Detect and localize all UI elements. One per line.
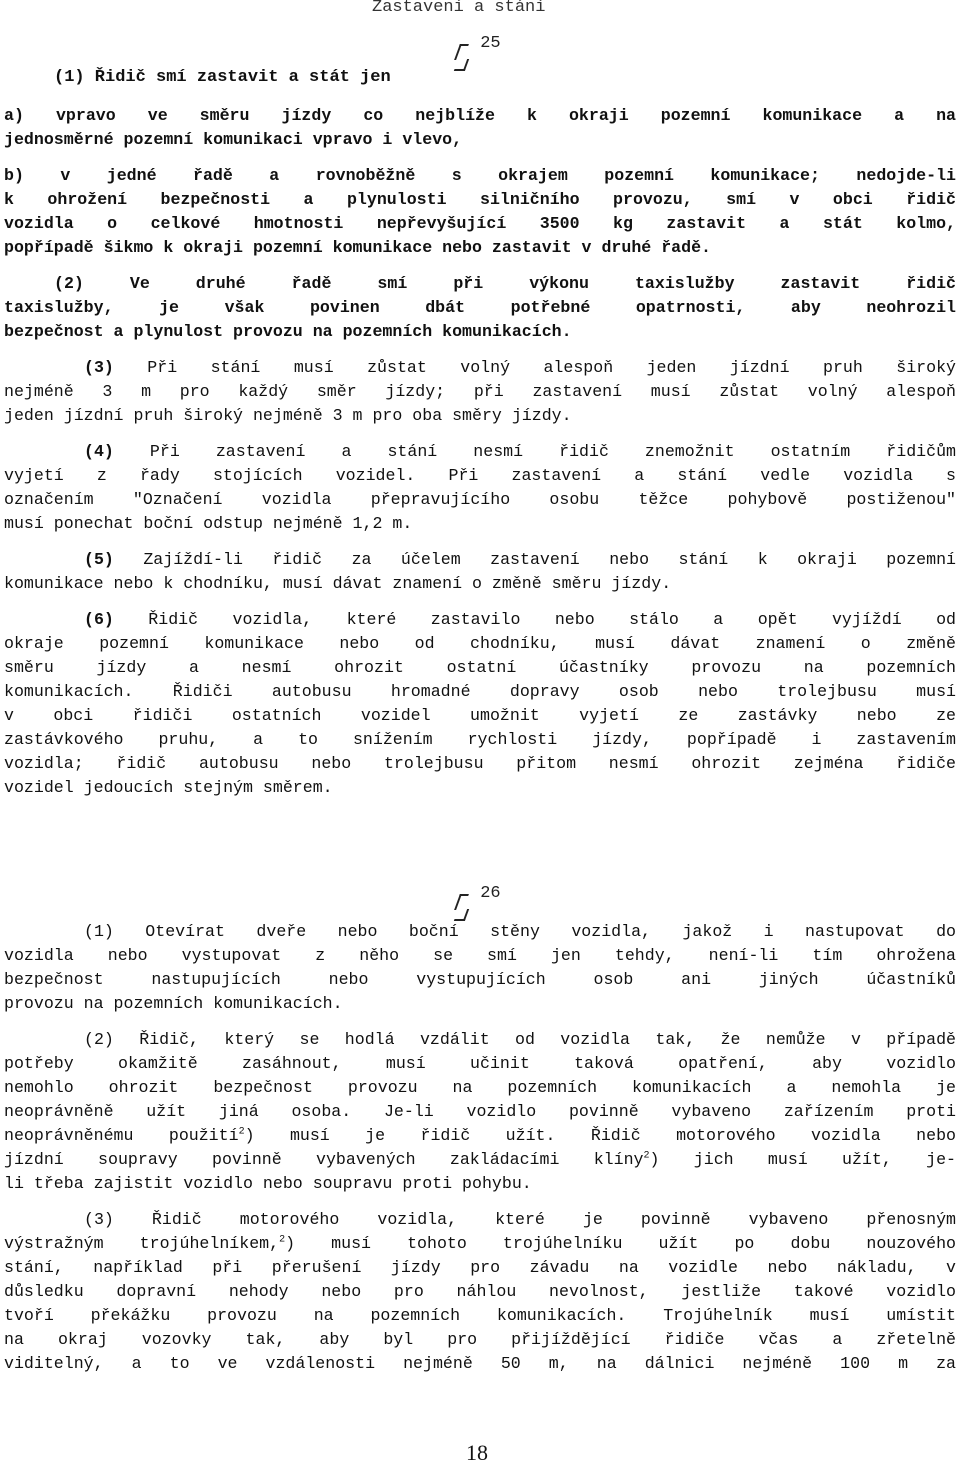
text-line: bezpečnost nastupujících nebo vystupujících osob ani jiných účastníků	[4, 970, 956, 989]
text-segment: ) musí tohoto trojúhelníku užít po dobu nouzového	[285, 1234, 957, 1253]
section-25-intro: (1) Řidič smí zastavit a stát jen	[54, 68, 391, 87]
text-line: (3) Řidič motorového vozidla, které je povinně vybaveno přenosným	[84, 1210, 956, 1229]
text-line: li třeba zajistit vozidlo nebo soupravu proti pohybu.	[4, 1174, 532, 1193]
footnote-ref: 2	[643, 1150, 650, 1162]
text-line: (1) Otevírat dveře nebo boční stěny vozidla, jakož i nastupovat do	[84, 922, 956, 941]
text-line	[4, 1232, 956, 1256]
text-segment: Zajíždí-li řidič za účelem zastavení nebo stání k okraji pozemní	[113, 550, 956, 569]
paragraph-25-5	[4, 548, 956, 596]
text-line: taxislužby, je však povinen dbát potřebné opatrnosti, aby neohrozil	[4, 298, 956, 317]
text-line: musí ponechat boční odstup nejméně 1,2 m.	[4, 514, 413, 533]
text-line: provozu na pozemních komunikacích.	[4, 994, 343, 1013]
text-line: komunikace nebo k chodníku, musí dávat znamení o změně směru jízdy.	[4, 574, 672, 593]
text-line: jednosměrné pozemní komunikaci vpravo i vlevo,	[4, 130, 463, 149]
text-line: a) vpravo ve směru jízdy co nejblíže k okraji pozemní komunikace a na	[4, 106, 956, 125]
paragraph-26-2	[4, 1028, 956, 1196]
paragraph-25-4	[4, 440, 956, 536]
text-line: okraje pozemní komunikace nebo od chodníku, musí dávat znamení o změně	[4, 634, 956, 653]
text-line: jeden jízdní pruh široký nejméně 3 m pro oba směry jízdy.	[4, 406, 572, 425]
paragraph-26-3	[4, 1208, 956, 1376]
text-line	[4, 1124, 956, 1148]
text-line: b) v jedné řadě a rovnoběžně s okrajem pozemní komunikace; nedojde-li	[4, 166, 956, 185]
text-segment: ) jich musí užít, je-	[649, 1150, 957, 1169]
text-line: důsledku dopravní nehody nebo pro náhlou nevolnost, jestliže takové vozidlo	[4, 1282, 956, 1301]
paragraph-number: (4)	[84, 442, 114, 461]
text-line: stání, například při přerušení jízdy pro závadu na vozidle nebo nákladu, v	[4, 1258, 956, 1277]
text-line: vozidla o celkové hmotnosti nepřevyšující 3500 kg zastavit a stát kolmo,	[4, 214, 956, 233]
page-number: 18	[466, 1440, 488, 1465]
text-segment: Při zastavení a stání nesmí řidič znemožnit ostatním řidičům	[113, 442, 956, 461]
text-line	[4, 608, 956, 632]
text-segment: neoprávněnému použití	[4, 1126, 239, 1145]
text-line: (2) Ve druhé řadě smí při výkonu taxislužby zastavit řidič	[54, 274, 956, 293]
text-line: na okraj vozovky tak, aby byl pro přijíždějící řidiče včas a zřetelně	[4, 1330, 956, 1349]
paragraph-25-3	[4, 356, 956, 428]
text-line: vozidla; řidič autobusu nebo trolejbusu přitom nesmí ohrozit zejména řidiče	[4, 754, 956, 773]
text-line: směru jízdy a nesmí ohrozit ostatní účastníky provozu na pozemních	[4, 658, 956, 677]
item-a	[4, 104, 956, 152]
text-segment: Při stání musí zůstat volný alespoň jeden jízdní pruh široký	[113, 358, 956, 377]
section-26-heading	[456, 884, 501, 903]
section-number: 26	[480, 884, 501, 903]
page-header: Zastavení a stání	[372, 0, 546, 17]
paragraph-25-6	[4, 608, 956, 800]
section-25-heading	[456, 34, 501, 53]
text-line: v obci řidiči ostatních vozidel umožnit vyjetí ze zastávky nebo ze	[4, 706, 956, 725]
item-b	[4, 164, 956, 260]
text-line: viditelný, a to ve vzdálenosti nejméně 50 m, na dálnici nejméně 100 m za	[4, 1354, 956, 1373]
text-line: zastávkového pruhu, a to snížením rychlosti jízdy, popřípadě i zastavením	[4, 730, 956, 749]
paragraph-number: (5)	[84, 550, 114, 569]
text-line: nejméně 3 m pro každý směr jízdy; při zastavení musí zůstat volný alespoň	[4, 382, 956, 401]
footnote-ref: 2	[238, 1126, 245, 1138]
text-line: tvoří překážku provozu na pozemních komunikacích. Trojúhelník musí umístit	[4, 1306, 956, 1325]
paragraph-26-1	[4, 920, 956, 1016]
footnote-ref: 2	[279, 1234, 286, 1246]
text-line	[4, 1148, 956, 1172]
text-line: vozidel jedoucích stejným směrem.	[4, 778, 333, 797]
paragraph-number: (3)	[84, 358, 114, 377]
text-line: k ohrožení bezpečnosti a plynulosti silničního provozu, smí v obci řidič	[4, 190, 956, 209]
text-segment: jízdní soupravy povinně vybavených zakládacími klíny	[4, 1150, 644, 1169]
text-line	[4, 548, 956, 572]
text-segment: Řidič vozidla, které zastavilo nebo stálo a opět vyjíždí od	[113, 610, 956, 629]
text-line	[4, 440, 956, 464]
text-line: komunikacích. Řidiči autobusu hromadné dopravy osob nebo trolejbusu musí	[4, 682, 956, 701]
text-line: popřípadě šikmo k okraji pozemní komunikace nebo zastavit v druhé řadě.	[4, 238, 712, 257]
text-line: vozidla nebo vystupovat z něho se smí jen tehdy, není-li tím ohrožena	[4, 946, 956, 965]
text-line: potřeby okamžitě zasáhnout, musí učinit taková opatření, aby vozidlo	[4, 1054, 956, 1073]
text-line: nemohlo ohrozit bezpečnost provozu na pozemních komunikacích a nemohla je	[4, 1078, 956, 1097]
paragraph-number: (6)	[84, 610, 114, 629]
text-line: bezpečnost a plynulost provozu na pozemních komunikacích.	[4, 322, 572, 341]
section-number: 25	[480, 34, 501, 53]
text-segment: ) musí je řidič užít. Řidič motorového vozidla nebo	[244, 1126, 956, 1145]
paragraph-25-2	[4, 272, 956, 344]
text-line: označením "Označení vozidla přepravujícího osobu těžce pohybově postiženou"	[4, 490, 956, 509]
text-line: neoprávněně užít jiná osoba. Je-li vozidlo povinně vybaveno zařízením proti	[4, 1102, 956, 1121]
text-segment: výstražným trojúhelníkem,	[4, 1234, 280, 1253]
text-line: (2) Řidič, který se hodlá vzdálit od vozidla tak, že nemůže v případě	[84, 1030, 956, 1049]
text-line	[4, 356, 956, 380]
text-line: vyjetí z řady stojících vozidel. Při zastavení a stání vedle vozidla s	[4, 466, 956, 485]
